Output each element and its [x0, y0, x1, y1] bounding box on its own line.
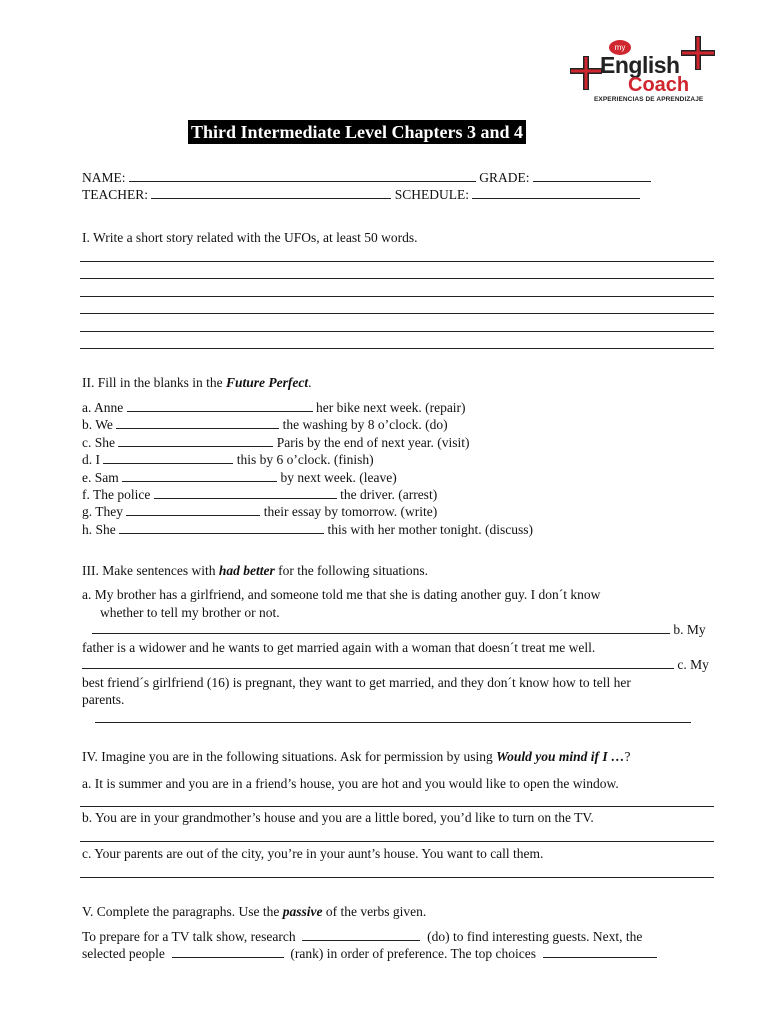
teacher-label: TEACHER: [82, 187, 148, 202]
paragraph-text: To prepare for a TV talk show, research [82, 929, 296, 944]
answer-line[interactable] [80, 278, 714, 279]
answer-blank[interactable] [82, 657, 674, 669]
exercise-item [82, 470, 397, 486]
teacher-blank[interactable] [151, 187, 391, 199]
section-1-instruction: I. Write a short story related with the UFOs, at least 50 words. [82, 230, 418, 245]
answer-line[interactable] [80, 348, 714, 349]
paragraph-text: (rank) in order of preference. The top choices [290, 946, 536, 961]
section-5-instruction [82, 904, 426, 920]
paragraph-text: selected people [82, 946, 165, 961]
section-4-instruction [82, 749, 631, 765]
situation-a-line-2: whether to tell my brother or not. [100, 605, 280, 620]
item-suffix: the driver. (arrest) [340, 487, 438, 502]
instruction-text: V. Complete the paragraphs. Use the [82, 904, 283, 919]
item-suffix: the washing by 8 o’clock. (do) [282, 417, 448, 432]
cross-left-icon [570, 56, 602, 90]
exercise-item [82, 452, 374, 468]
answer-line[interactable] [80, 331, 714, 332]
instruction-emphasis: Future Perfect [226, 375, 309, 390]
cross-right-icon [681, 36, 715, 70]
item-suffix: Paris by the end of next year. (visit) [276, 435, 470, 450]
teacher-schedule-row [82, 187, 640, 203]
logo-word-coach: Coach [628, 74, 690, 96]
english-coach-logo [566, 34, 732, 112]
situation-b-answer-row [82, 657, 709, 673]
item-prefix: c. She [82, 435, 115, 450]
paragraph-line-1 [82, 929, 642, 945]
instruction-text: . [308, 375, 312, 390]
fill-blank[interactable] [127, 400, 313, 412]
situation-c-line-1: best friend´s girlfriend (16) is pregnant, they want to get married, and they don´t know how to tell her [82, 675, 631, 690]
fill-blank[interactable] [543, 946, 657, 958]
answer-line[interactable] [80, 296, 714, 297]
paragraph-line-2 [82, 946, 657, 962]
answer-blank[interactable] [92, 622, 670, 634]
name-grade-row [82, 170, 651, 186]
situation-b-label: b. My [673, 622, 706, 637]
name-label: NAME: [82, 170, 126, 185]
item-prefix: f. The police [82, 487, 151, 502]
answer-line[interactable] [80, 877, 714, 878]
item-suffix: by next week. (leave) [280, 470, 397, 485]
answer-line[interactable] [95, 722, 691, 723]
grade-blank[interactable] [533, 170, 651, 182]
grade-label: GRADE: [479, 170, 530, 185]
situation-a-text: a. It is summer and you are in a friend’s house, you are hot and you would like to open the window. [82, 776, 619, 791]
instruction-emphasis: passive [282, 904, 323, 919]
situation-b-text: b. You are in your grandmother’s house and you are a little bored, you’d like to turn on the TV. [82, 810, 594, 825]
exercise-item [82, 417, 448, 433]
answer-line[interactable] [80, 841, 714, 842]
exercise-item [82, 400, 466, 416]
fill-blank[interactable] [154, 487, 337, 499]
item-suffix: her bike next week. (repair) [316, 400, 466, 415]
name-blank[interactable] [129, 170, 476, 182]
item-prefix: b. We [82, 417, 113, 432]
fill-blank[interactable] [118, 435, 273, 447]
logo-word-english: English [600, 52, 680, 78]
answer-line[interactable] [80, 806, 714, 807]
fill-blank[interactable] [116, 417, 279, 429]
schedule-label: SCHEDULE: [394, 187, 469, 202]
section-2-instruction [82, 375, 312, 391]
exercise-item [82, 522, 533, 538]
item-prefix: g. They [82, 504, 123, 519]
fill-blank[interactable] [122, 470, 277, 482]
paragraph-text: (do) to find interesting guests. Next, the [427, 929, 643, 944]
instruction-text: II. Fill in the blanks in the [82, 375, 226, 390]
fill-blank[interactable] [119, 522, 324, 534]
situation-c-label: c. My [677, 657, 709, 672]
situation-c-text: c. Your parents are out of the city, you’re in your aunt’s house. You want to call them. [82, 846, 544, 861]
item-suffix: this by 6 o’clock. (finish) [236, 452, 374, 467]
item-suffix: this with her mother tonight. (discuss) [327, 522, 533, 537]
exercise-item [82, 504, 437, 520]
situation-a-line-1: a. My brother has a girlfriend, and someone told me that she is dating another guy. I don´t know [82, 587, 601, 602]
instruction-text: ? [624, 749, 631, 764]
item-suffix: their essay by tomorrow. (write) [263, 504, 438, 519]
fill-blank[interactable] [103, 452, 233, 464]
item-prefix: d. I [82, 452, 100, 467]
situation-a-answer-row [92, 622, 706, 638]
fill-blank[interactable] [302, 929, 420, 941]
fill-blank[interactable] [172, 946, 284, 958]
instruction-emphasis: Would you mind if I … [496, 749, 625, 764]
exercise-item [82, 487, 437, 503]
section-3-instruction [82, 563, 428, 579]
answer-line[interactable] [80, 313, 714, 314]
schedule-blank[interactable] [472, 187, 640, 199]
logo-my-badge: my [609, 40, 631, 55]
instruction-text: III. Make sentences with [82, 563, 219, 578]
logo-tagline: EXPERIENCIAS DE APRENDIZAJE [594, 96, 704, 103]
situation-c-line-2: parents. [82, 692, 125, 707]
answer-line[interactable] [80, 261, 714, 262]
fill-blank[interactable] [126, 504, 260, 516]
instruction-emphasis: had better [218, 563, 275, 578]
instruction-text: for the following situations. [274, 563, 429, 578]
item-prefix: a. Anne [82, 400, 124, 415]
item-prefix: h. She [82, 522, 116, 537]
worksheet-title: Third Intermediate Level Chapters 3 and 4 [188, 120, 526, 144]
exercise-item [82, 435, 469, 451]
item-prefix: e. Sam [82, 470, 119, 485]
instruction-text: IV. Imagine you are in the following situations. Ask for permission by using [82, 749, 497, 764]
situation-b-text: father is a widower and he wants to get married again with a woman that doesn´t treat me well. [82, 640, 596, 655]
instruction-text: of the verbs given. [322, 904, 427, 919]
